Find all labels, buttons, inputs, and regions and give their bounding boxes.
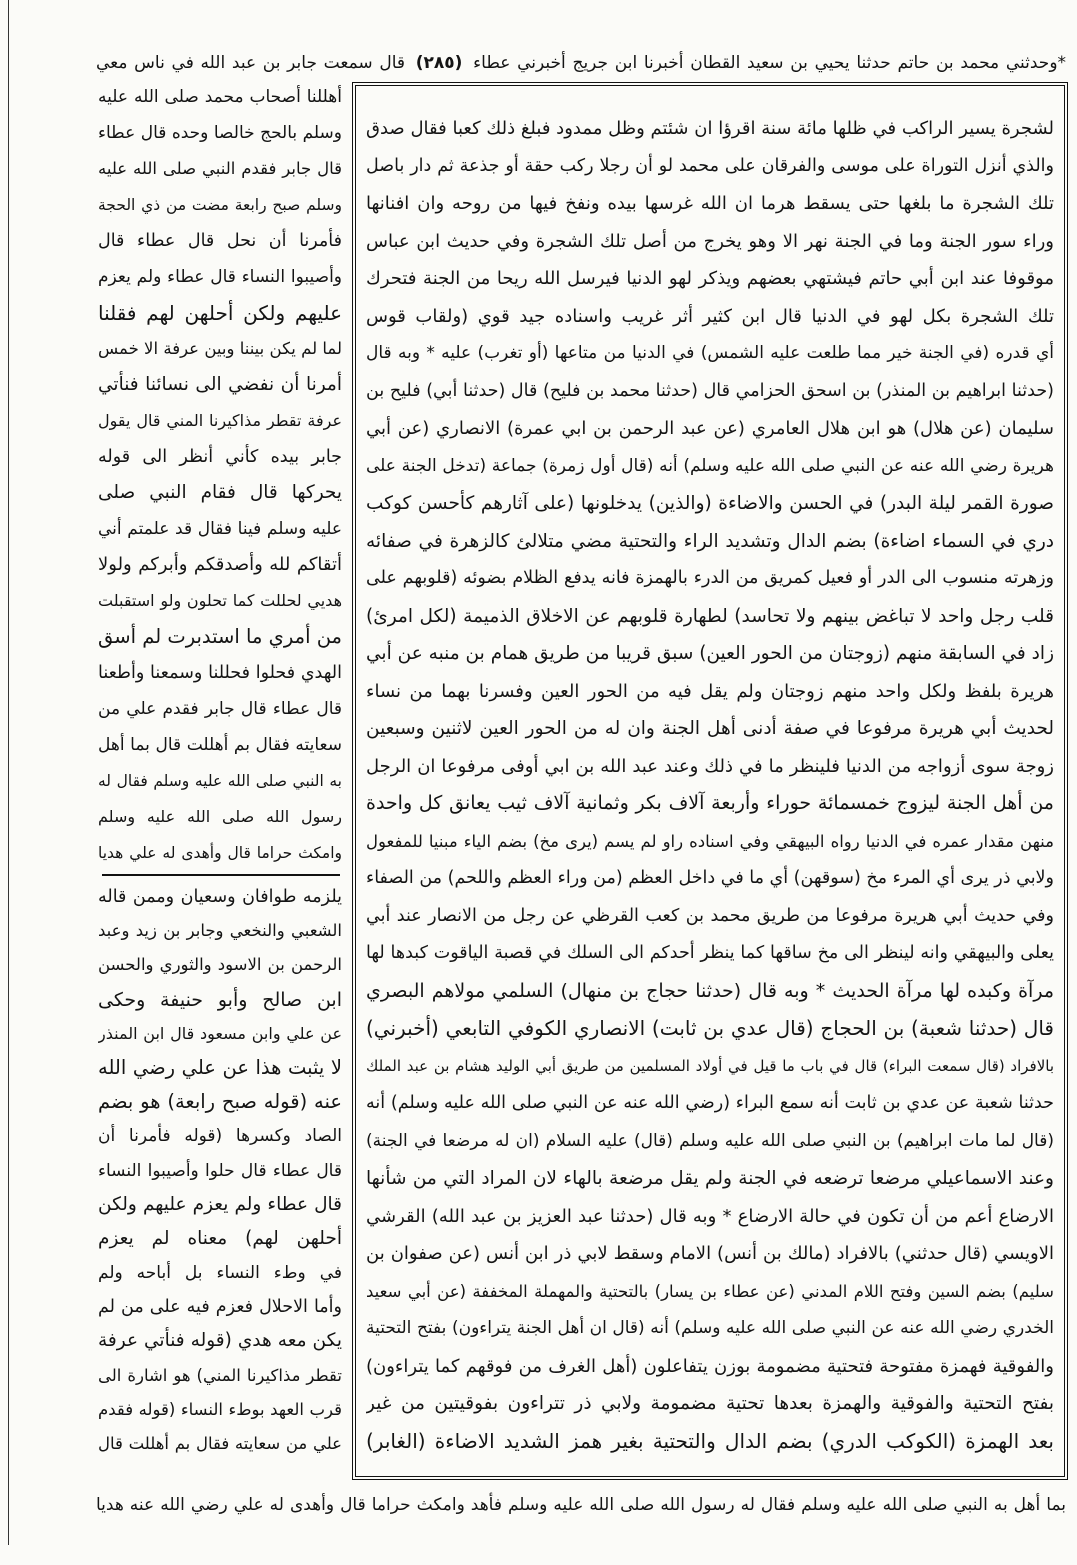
margin-hadith-line: عليه وسلم فينا فقال قد علمتم أني: [98, 519, 342, 539]
margin-hadith-line: رسول الله صلى الله عليه وسلم: [98, 807, 342, 826]
main-text-line: الخدري رضي الله عنه عن النبي صلى الله عليه وسلم) أنه (قال ان أهل الجنة يتراءون) بفتح التحتية: [366, 1318, 1054, 1338]
margin-hadith-line: فأمرنا أن نحل قال عطاء قال: [98, 231, 342, 251]
margin-hadith-line: هديي لحللت كما تحلون ولو استقبلت: [98, 591, 342, 610]
margin-commentary-line: الشعبي والنخعي وجابر بن زيد وعبد: [98, 921, 342, 941]
margin-hadith-line: من أمري ما استدبرت لم أسق: [98, 625, 342, 648]
main-text-line: موقوفا عند ابن أبي حاتم فيشتهي بعضهم ويذكر لهو الدنيا فيرسل الله ريحا من الجنة فتحرك: [366, 268, 1054, 289]
main-text-line: هريرة بلفظ ولكل واحد منهم زوجتان ولم يقل فيه من الحور العين وفسرنا بهما من نساء: [366, 680, 1054, 702]
margin-hadith-line: الهدي فحلوا فحللنا وسمعنا وأطعنا: [98, 663, 342, 683]
main-text-line: من أهل الجنة ليزوج خمسمائة حوراء وأربعة آلاف بكر وثمانية آلاف ثيب يعانق كل واحدة: [366, 792, 1054, 814]
main-commentary-box: [352, 82, 1068, 1480]
margin-hadith-line: قال عطاء قال جابر فقدم علي من: [98, 699, 342, 719]
main-text-line: وعند الاسماعيلي مرضعا ترضعه في الجنة ولم يقل مرضعة بالهاء لان المراد التي من شأنها: [366, 1168, 1054, 1189]
main-text-line: الاويسي (قال حدثني) بالافراد (مالك بن أنس) الامام وسقط لابي ذر ابن أنس (عن صفوان بن: [366, 1243, 1054, 1264]
margin-commentary-line: قال عطاء قال حلوا وأصيبوا النساء: [98, 1160, 342, 1181]
margin-commentary-line: عن علي وابن مسعود قال ابن المنذر: [98, 1023, 342, 1043]
main-text-line: مرآة وكبده لها مرآة الحديث * وبه قال (حدثنا حجاج بن منهال) السلمي مولاهم البصري: [366, 979, 1054, 1002]
main-text-line: قلب رجل واحد لا تباغض بينهم ولا تحاسد) لطهارة قلوبهم عن الاخلاق الذميمة (لكل امرئ): [366, 605, 1054, 627]
main-text-line: ولابي ذر يرى أي المرء مخ (سوقهن) أي ما في داخل العظم (من وراء العظم واللحم) من الصفاء: [366, 868, 1054, 888]
main-text-line: وراء سور الجنة وما في الجنة نهر الا وهو يخرج من أصل تلك الشجرة وفي حديث ابن عباس: [366, 230, 1054, 252]
main-text-line: بالافراد (قال سمعت البراء) قال في باب ما قيل في أولاد المسلمين من طريق أبي الوليد هشام بن عبد الملك: [366, 1056, 1054, 1075]
margin-hadith-line: وأصيبوا النساء قال عطاء ولم يعزم: [98, 267, 342, 287]
main-text-line: وزهرته منسوب الى الدر أو فعيل كمريق من الدرء بالهمزة فانه يدفع الظلام بضوئه (قلوبهم على: [366, 568, 1054, 588]
margin-hadith-line: وسلم صبح رابعة مضت من ذي الحجة: [98, 196, 342, 214]
margin-hadith-line: يحركها قال فقام النبي صلى: [98, 482, 342, 503]
margin-hadith-line: عليهم ولكن أحلهن لهم فقلنا: [98, 301, 342, 325]
main-text-line: تلك الشجرة ما بلغها حتى يسقط هرما ان الله غرسها بيده ونفخ فيها من روحه وان افنانها: [366, 193, 1054, 214]
main-text-line: هريرة رضي الله عنه عن النبي صلى الله عليه وسلم) أنه (قال أول زمرة) جماعة (تدخل الجنة على: [366, 455, 1054, 476]
margin-commentary-line: يلزمه طوافان وسعيان وممن قاله: [98, 887, 342, 907]
main-text-line: أي قدره (في الجنة خير مما طلعت عليه الشمس) في الدنيا من متاعها (أو تغرب) عليه * وبه قال: [366, 343, 1054, 363]
page-header: [96, 44, 1066, 82]
main-text-line: والفوقية فهمزة مفتوحة فتحتية مضمومة بوزن يتفاعلون (أهل الغرف من فوقهم كما يتراءون): [366, 1355, 1054, 1377]
main-text-line: صورة القمر ليلة البدر) في الحسن والاضاءة (والذين) يدخلونها (على آثارهم كأحسن كوكب: [366, 493, 1054, 514]
margin-hadith-line: وسلم بالحج خالصا وحده قال عطاء: [98, 123, 342, 143]
margin-commentary-line: يكن معه هدي (قوله فنأتي عرفة: [98, 1330, 342, 1352]
margin-hadith-line: لما لم يكن بيننا وبين عرفة الا خمس: [98, 339, 342, 358]
margin-commentary-line: في وطء النساء بل أباحه ولم: [98, 1263, 342, 1284]
margin-commentary-line: ابن صالح وأبو حنيفة وحكى: [98, 988, 342, 1011]
margin-commentary-line: أحلهن لهم) معناه لم يعزم: [98, 1227, 342, 1249]
main-text-line: تلك الشجرة بكل لهو في الدنيا قال ابن كثير أثر غريب واسناده جيد قوي (ولقاب قوس: [366, 305, 1054, 327]
margin-hadith-line: وامكث حراما قال وأهدى له علي هديا: [98, 844, 342, 862]
main-text-line: لحديث أبي هريرة مرفوعا في صفة أدنى أهل الجنة وان له من الحور العين لاثنين وسبعين: [366, 718, 1054, 739]
margin-hadith-line: أتقاكم لله وأصدقكم وأبركم ولولا: [98, 554, 342, 575]
main-text-line: (حدثنا ابراهيم بن المنذر) بن اسحق الحزامي قال (حدثنا محمد بن فليح) قال (حدثنا أبي) فليح بن: [366, 380, 1054, 401]
main-text-line: زاد في السابقة منهم (زوجتان من الحور العين) سبق قريبا من طريق همام بن منبه عن أبي: [366, 643, 1054, 664]
margin-commentary-line: قال عطاء ولم يعزم عليهم ولكن: [98, 1193, 342, 1215]
main-text-line: دري في السماء اضاءة) بضم الدال وتشديد الراء والتحتية مضي متلالئ كالزهرة في صفائه: [366, 530, 1054, 552]
main-text-line: لشجرة يسير الراكب في ظلها مائة سنة اقرؤا ان شئتم وظل ممدود فبلغ ذلك كعبا فقال صدق: [366, 118, 1054, 139]
margin-commentary-line: وأما الاحلال فعزم فيه على من لم: [98, 1297, 342, 1318]
main-text-line: حدثنا شعبة عن عدي بن ثابت أنه سمع البراء (رضي الله عنه عن النبي صلى الله عليه وسلم) أنه: [366, 1093, 1054, 1113]
margin-commentary-line: لا يثبت هذا عن علي رضي الله: [98, 1055, 342, 1079]
main-text-line: يعلى والبيهقي وانه لينظر الى مخ ساقها كما ينظر أحدكم الى السلك في قصبة الياقوت كبدها لها: [366, 943, 1054, 963]
margin-commentary-line: تقطر مذاكيرنا المني) هو اشارة الى: [98, 1365, 342, 1385]
main-text-line: بفتح التحتية والفوقية والهمزة بعدها تحتية مضمومة ولابي ذر تتراءون بفوقيتين من غير: [366, 1393, 1054, 1414]
page-edge-line: [8, 0, 9, 1545]
header-text-after: قال سمعت جابر بن عبد الله في ناس معي: [96, 53, 406, 73]
main-text-line: والذي أنزل التوراة على موسى والفرقان على محمد لو أن رجلا ركب حقة أو جذعة ثم دار باصل: [366, 155, 1054, 176]
margin-column-hadith: [98, 79, 342, 871]
margin-separator: [102, 874, 340, 876]
margin-commentary-line: عنه (قوله صبح رابعة) هو بضم: [98, 1090, 342, 1114]
margin-commentary-line: الرحمن بن الاسود والثوري والحسن: [98, 955, 342, 975]
page-number: (٢٨٥): [415, 53, 463, 73]
margin-commentary-line: قرب العهد بوطء النساء (قوله فقدم: [98, 1399, 342, 1419]
margin-commentary-line: الصاد وكسرها (قوله فأمرنا أن: [98, 1126, 342, 1147]
margin-hadith-line: أهللنا أصحاب محمد صلى الله عليه: [98, 87, 342, 107]
main-text-line: سليم) بضم السين وفتح اللام المدني (عن عطاء بن يسار) بالتحتية والمهملة المخففة (عن أبي سعيد: [366, 1281, 1054, 1301]
main-text-line: قال (حدثنا شعبة) بن الحجاج (قال عدي بن ثابت) الانصاري الكوفي التابعي (أخبرني): [366, 1016, 1054, 1040]
main-text-line: (قال لما مات ابراهيم) بن النبي صلى الله عليه وسلم (قال) عليه السلام (ان له مرضعا في الجنة): [366, 1130, 1054, 1151]
margin-hadith-line: أمرنا أن نفضي الى نسائنا فنأتي: [98, 374, 342, 395]
header-text-before: *وحدثني محمد بن حاتم حدثنا يحيي بن سعيد القطان أخبرنا ابن جريج أخبرني عطاء: [473, 53, 1066, 73]
main-text-line: زوجة سوى أزواجه من الدنيا فلينظر ما في ذلك وعند عبد الله بن ابي أوفى مرفوعا ان الرجل: [366, 755, 1054, 777]
margin-hadith-line: قال جابر فقدم النبي صلى الله عليه: [98, 159, 342, 178]
main-text-line: الارضاع أعم من أن تكون في حالة الارضاع * وبه قال (حدثنا عبد العزيز بن عبد الله) القرشي: [366, 1205, 1054, 1227]
margin-column-commentary: [98, 880, 342, 1461]
page-footer-line: بما أهل به النبي صلى الله عليه وسلم فقال له رسول الله صلى الله عليه وسلم فأهد وامكث حراما قال وأهدى له علي رضي الله عنه هديا: [96, 1495, 1066, 1515]
margin-hadith-line: عرفة تقطر مذاكيرنا المني قال يقول: [98, 411, 342, 430]
main-text-line: سليمان (عن هلال) هو ابن هلال العامري (عن عبد الرحمن بن ابي عمرة) الانصاري (عن أبي: [366, 418, 1054, 439]
main-text-line: منهن مقدار عمره في الدنيا رواه البيهقي وفي اسناده راو لم يسم (يرى مخ) بضم الياء مبنيا للمفعول: [366, 831, 1054, 851]
main-text-line: بعد الهمزة (الكوكب الدري) بضم الدال والتحتية بغير همز الشديد الاضاءة (الغابر): [366, 1428, 1054, 1453]
margin-commentary-line: علي من سعايته فقال بم أهللت قال: [98, 1434, 342, 1453]
margin-hadith-line: جابر بيده كأني أنظر الى قوله: [98, 447, 342, 467]
main-text-line: وفي حديث أبي هريرة مرفوعا من طريق محمد بن كعب القرظي عن رجل من الانصار عند أبي: [366, 905, 1054, 926]
margin-hadith-line: سعايته فقال بم أهللت قال بما أهل: [98, 735, 342, 755]
margin-hadith-line: به النبي صلى الله عليه وسلم فقال له: [98, 772, 342, 790]
